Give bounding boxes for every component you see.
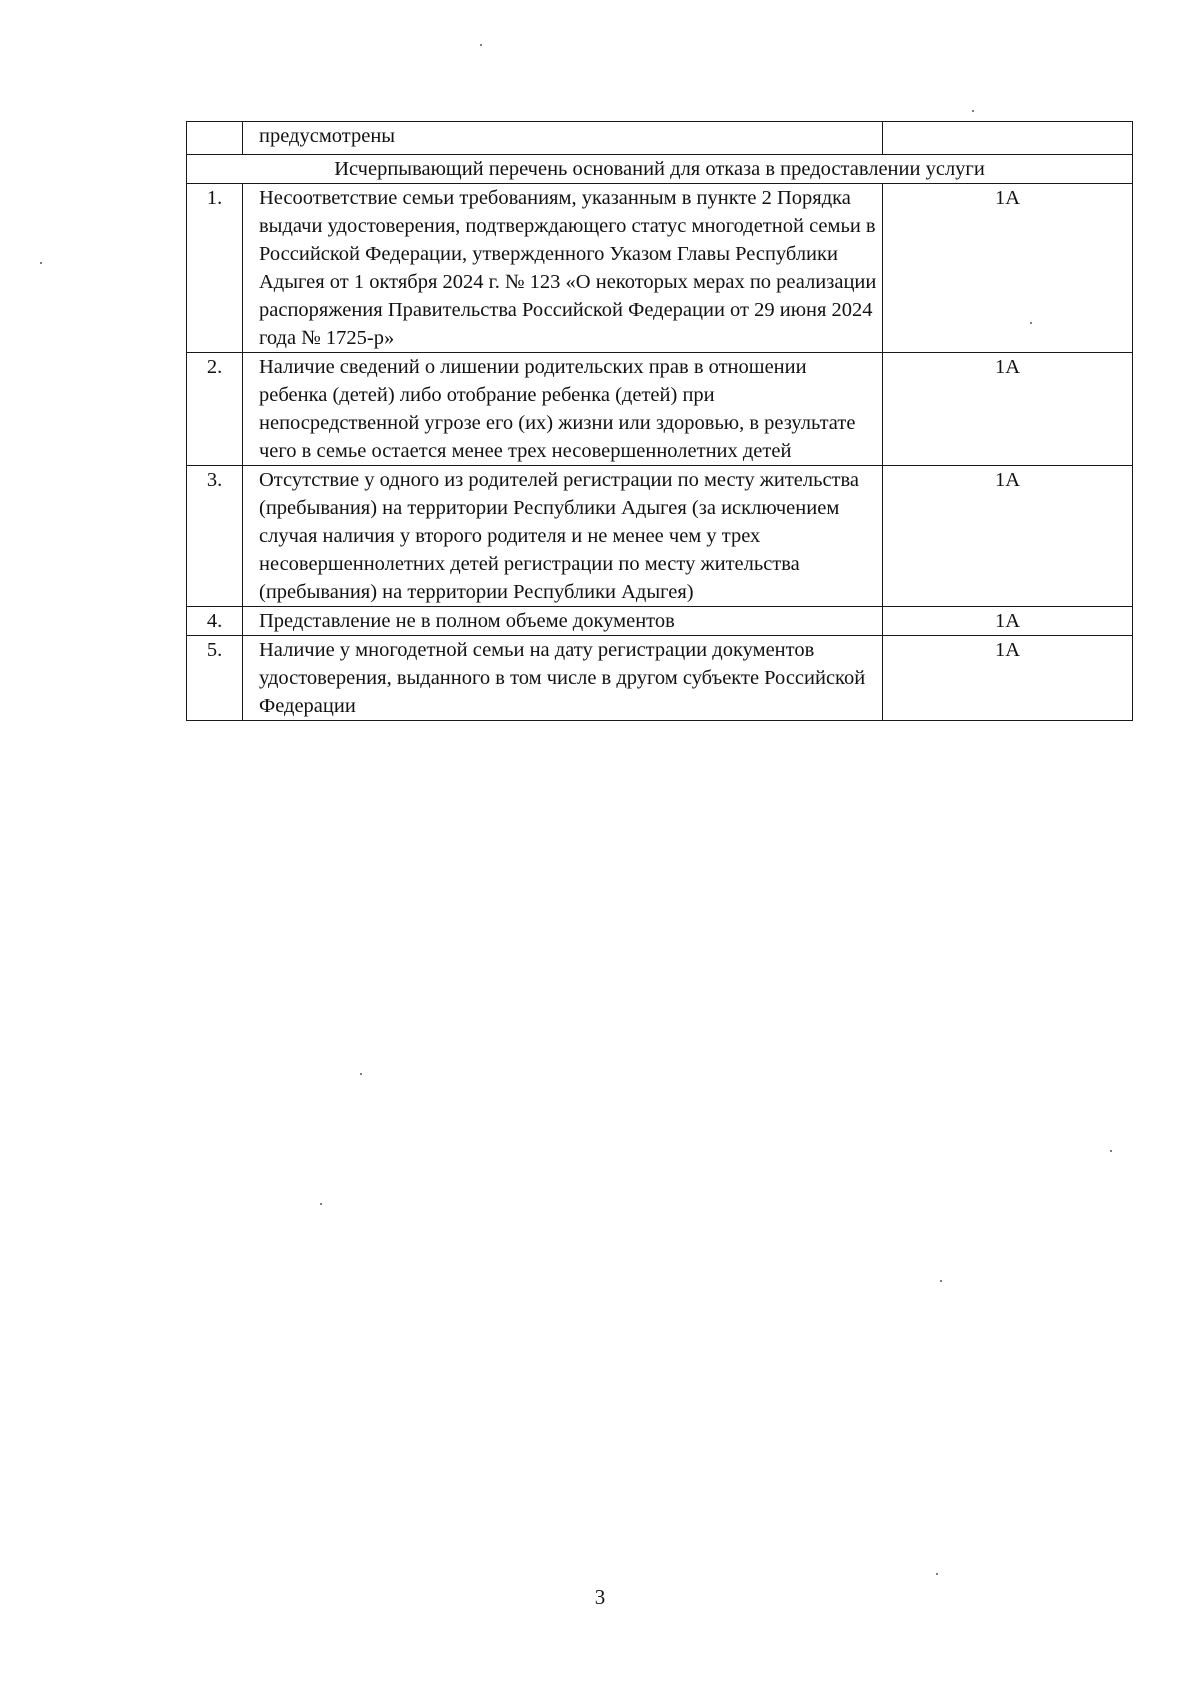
row-text: Несоответствие семьи требованиям, указанным в пункте 2 Порядка выдачи удостоверения, подтверждающего статус многодетной семьи в Российской Федерации, утвержденного Указом Главы Республики Адыгея от 1 октября 2024 г. № 123 «О некоторых мерах по реализации распоряжения Правительства Российской Федерации от 29 июня 2024 года № 1725-р» [243, 184, 883, 353]
row-number: 3. [187, 466, 243, 607]
section-header-row [187, 155, 1133, 184]
page-number: 3 [594, 1585, 606, 1609]
row-code: 1А [883, 184, 1133, 353]
refusal-grounds-table [186, 121, 1133, 721]
scan-speck [320, 1203, 322, 1205]
row-text: Наличие сведений о лишении родительских прав в отношении ребенка (детей) либо отобрание ребенка (детей) при непосредственной угрозе его (их) жизни или здоровью, в результате чего в семье остается менее трех несовершеннолетних детей [243, 353, 883, 466]
scan-speck [972, 110, 974, 112]
row-code [883, 122, 1133, 155]
scan-speck [1110, 1150, 1112, 1152]
scan-speck [940, 1280, 942, 1282]
row-number: 5. [187, 636, 243, 721]
section-header: Исчерпывающий перечень оснований для отказа в предоставлении услуги [187, 155, 1133, 184]
row-number: 2. [187, 353, 243, 466]
table-row [187, 353, 1133, 466]
scan-speck [360, 1073, 362, 1075]
row-number: 4. [187, 607, 243, 636]
row-code: 1А [883, 353, 1133, 466]
row-code: 1А [883, 466, 1133, 607]
row-code: 1А [883, 636, 1133, 721]
scan-speck [40, 262, 42, 264]
scan-speck [936, 1573, 938, 1575]
table-row [187, 636, 1133, 721]
row-text: Отсутствие у одного из родителей регистрации по месту жительства (пребывания) на территории Республики Адыгея (за исключением случая наличия у второго родителя и не менее чем у трех несовершеннолетних детей регистрации по месту жительства (пребывания) на территории Республики Адыгея) [243, 466, 883, 607]
table-row [187, 607, 1133, 636]
scan-speck [480, 44, 482, 46]
row-text: предусмотрены [243, 122, 883, 155]
scan-speck [1030, 322, 1032, 324]
table-row-continued [187, 122, 1133, 155]
table-row [187, 466, 1133, 607]
table-row [187, 184, 1133, 353]
row-number [187, 122, 243, 155]
row-code: 1А [883, 607, 1133, 636]
row-number: 1. [187, 184, 243, 353]
row-text: Наличие у многодетной семьи на дату регистрации документов удостоверения, выданного в том числе в другом субъекте Российской Федерации [243, 636, 883, 721]
row-text: Представление не в полном объеме документов [243, 607, 883, 636]
